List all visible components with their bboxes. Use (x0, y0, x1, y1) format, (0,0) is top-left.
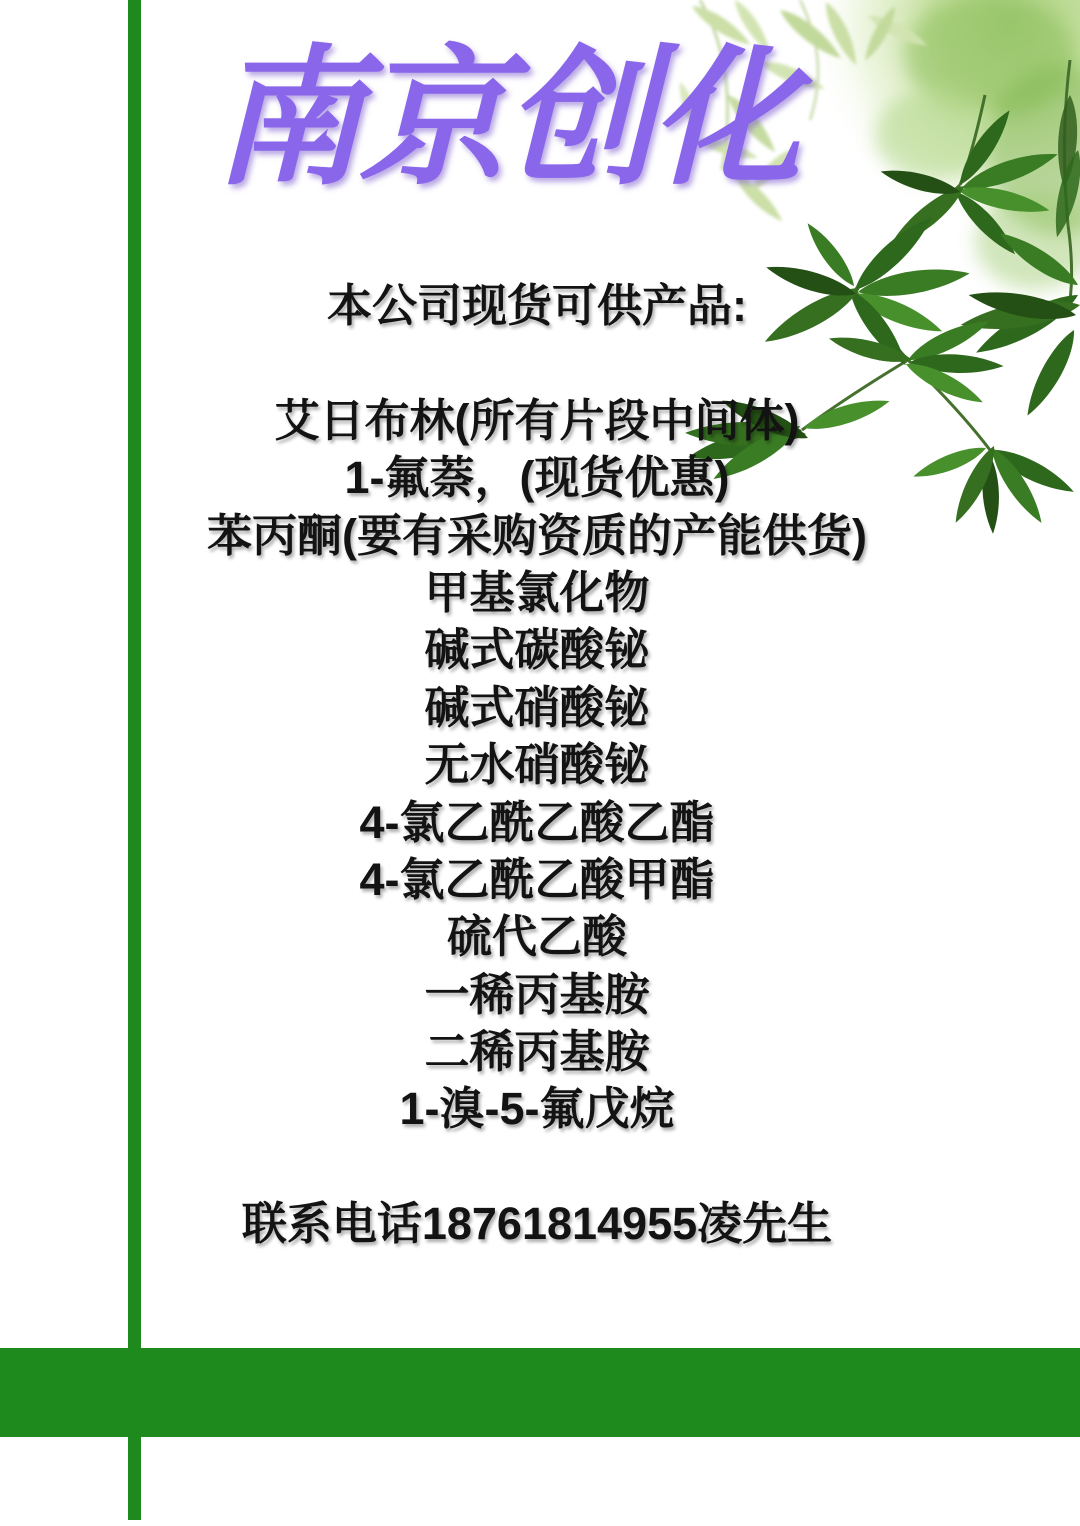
product-item: 1-氟萘，(现货优惠) (344, 452, 730, 504)
bottom-green-bar (0, 1348, 1080, 1437)
product-item: 4-氯乙酰乙酸甲酯 (359, 853, 715, 905)
company-title: 南京创化 (213, 30, 798, 206)
product-item: 4-氯乙酰乙酸乙酯 (359, 796, 715, 848)
product-item: 1-溴-5-氟戊烷 (399, 1083, 675, 1135)
product-item: 二稀丙基胺 (424, 1026, 650, 1078)
product-item: 硫代乙酸 (446, 911, 627, 963)
product-item: 碱式硝酸铋 (424, 681, 650, 733)
product-item: 碱式碳酸铋 (424, 624, 650, 676)
spacer (0, 1138, 1074, 1195)
product-item: 艾日布林(所有片段中间体) (274, 394, 800, 446)
product-item: 苯丙酮(要有采购资质的产能供货) (207, 509, 867, 561)
product-item: 一稀丙基胺 (424, 968, 650, 1020)
product-item: 甲基氯化物 (424, 566, 650, 618)
intro-line: 本公司现货可供产品: (327, 280, 747, 331)
contact-line: 联系电话18761814955凌先生 (241, 1198, 833, 1250)
spacer (0, 334, 1074, 391)
product-item: 无水硝酸铋 (424, 739, 650, 791)
product-list (0, 277, 1074, 1253)
